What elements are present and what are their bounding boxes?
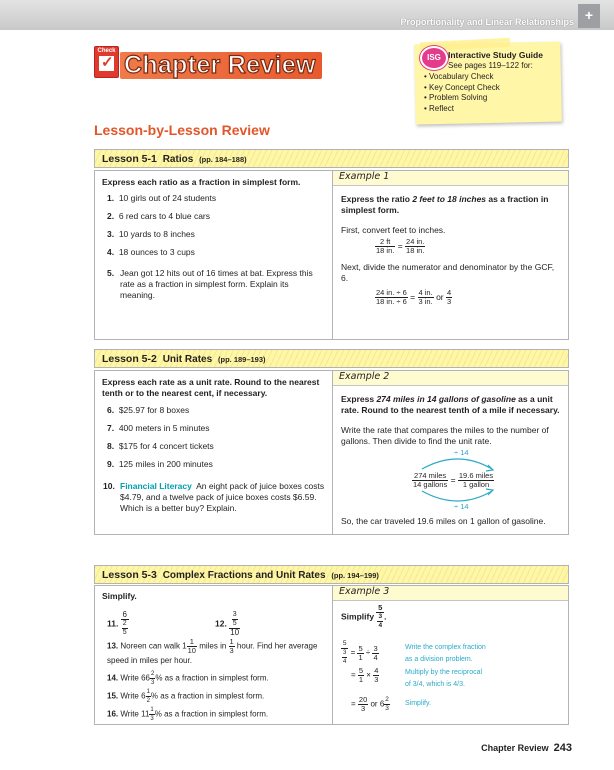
exercise-item: 13. Noreen can walk 1 $\frac{1}{10}$ miles in $\frac{1}{3}$ hour. Find her average speed in miles per hour. (107, 637, 318, 665)
exercise-item: 4. 18 ounces to 3 cups (107, 247, 195, 257)
exercise-item: 10. Financial Literacy An eight pack of juice boxes costs $4.79, and a twelve pack of juice boxes costs $6.59. Which is a better buy? Explain. (103, 481, 325, 513)
exercise-item: 7. 400 meters in 5 minutes (107, 423, 210, 433)
example-conclusion: So, the car traveled 19.6 miles on 1 gallon of gasoline. (341, 516, 546, 526)
exercise-item: 11. $\frac{6}{\frac{2}{5}}$ (107, 610, 127, 636)
instruction: Express each rate as a unit rate. Round to the nearest tenth or to the nearest cent, if necessary. (102, 377, 320, 398)
lesson-name: Ratios (162, 154, 194, 165)
example-step: Next, divide the numerator and denominator by the GCF, 6. (341, 262, 555, 283)
lesson-number: Lesson 5-3 (102, 569, 157, 581)
instruction: Simplify. (102, 591, 137, 601)
example-equation: $\frac{\text{274 miles}}{\text{14 gallons}}$ = $\frac{\text{19.6 miles}}{\text{1 gallon}}$ (413, 471, 494, 489)
isg-icon: ISG (420, 46, 448, 70)
example-note-2: Multiply by the reciprocal of 3/4, which is 4/3. (405, 669, 483, 688)
study-guide-item: Vocabulary Check (429, 72, 494, 81)
example-equation: $\frac{24 in. \div 6}{18 in. \div 6}$ = $\frac{4 in.}{3 in.}$ or $\frac{4}{3}$ (376, 288, 452, 306)
example-label: Example 1 (339, 171, 390, 182)
lesson-pages: (pp. 189–193) (218, 355, 266, 364)
exercise-item: 8. $175 for 4 concert tickets (107, 441, 214, 451)
exercise-item: 15. Write 6 $\frac{1}{2}$ % as a fraction in simplest form. (107, 689, 265, 704)
exercise-item: 16. Write 11 $\frac{1}{3}$ % as a fraction in simplest form. (107, 707, 269, 722)
exercise-item: 6. $25.97 for 8 boxes (107, 405, 190, 415)
check-icon: Check ✓ (94, 46, 119, 78)
exercise-item: 5. Jean got 12 hits out of 16 times at bat. Express this rate as a fraction in simplest form. Explain its meaning. (107, 268, 313, 300)
example-problem: Simplify $\frac{5}{\frac{3}{4}}$ . (341, 603, 387, 629)
lesson-number: Lesson 5-2 (102, 353, 157, 365)
study-guide-title: Interactive Study Guide (448, 50, 543, 60)
study-guide-item: Key Concept Check (429, 82, 500, 92)
example-step: First, convert feet to inches. (341, 225, 446, 235)
footer-label: Chapter Review (481, 743, 549, 753)
divide-label-bottom: ÷ 14 (454, 502, 469, 511)
instruction: Express each ratio as a fraction in simplest form. (102, 177, 301, 187)
exercise-item: 1. 10 girls out of 24 students (107, 193, 217, 203)
lesson-pages: (pp. 184–188) (199, 155, 247, 164)
example-answer: = $\frac{20}{3}$ or 6 $\frac{2}{3}$ (351, 695, 389, 713)
lesson-name: Unit Rates (162, 354, 213, 365)
section-heading: Lesson-by-Lesson Review (94, 122, 270, 138)
lesson-5-2-header (94, 349, 569, 368)
study-guide-list: • Vocabulary Check • Key Concept Check • Problem Solving • Reflect (424, 72, 500, 113)
exercise-item: 14. Write 66 $\frac{2}{3}$ % as a fraction in simplest form. (107, 671, 269, 686)
lesson-5-1-header (94, 149, 569, 168)
page-title: Chapter Review (124, 51, 316, 79)
example-problem: Express 274 miles in 14 gallons of gasoline as a unit rate. Round to the nearest tenth of a mile if necessary. (341, 394, 560, 415)
study-guide-item: Problem Solving (429, 93, 488, 102)
panel-divider (332, 585, 333, 725)
example-note-1: Write the complex fraction as a division problem. (405, 644, 486, 663)
exercise-item: 9. 125 miles in 200 minutes (107, 459, 213, 469)
example-label: Example 2 (339, 371, 390, 382)
lesson-number: Lesson 5-1 (102, 153, 157, 165)
exercise-item: 12. $\frac{\frac{3}{5}}{10}$ (215, 611, 240, 637)
financial-literacy-label: Financial Literacy (120, 481, 192, 491)
page-number: 243 (553, 742, 572, 754)
exercise-item: 2. 6 red cars to 4 blue cars (107, 211, 211, 221)
example-step: Write the rate that compares the miles to the number of gallons. Then divide to find the unit rate. (341, 425, 549, 446)
example-equation: $\frac{5}{\frac{3}{4}}$ = $\frac{5}{1}$ ÷ $\frac{3}{4}$ (342, 640, 378, 665)
check-icon-label: Check (97, 48, 116, 54)
study-guide-sub: See pages 119–122 for: (448, 61, 533, 70)
study-guide-item: Reflect (429, 103, 454, 113)
example-note-3: Simplify. (405, 700, 431, 707)
plus-icon[interactable]: + (578, 4, 600, 28)
chapter-banner-text: Proportionality and Linear Relationships (400, 17, 574, 27)
example-problem: Express the ratio 2 feet to 18 inches as a fraction in simplest form. (341, 194, 549, 215)
page-footer (481, 742, 572, 754)
example-label: Example 3 (339, 586, 390, 597)
example-equation: $\frac{2 ft}{18 in.}$ = $\frac{24 in.}{18 in.}$ (376, 237, 425, 255)
lesson-name: Complex Fractions and Unit Rates (162, 570, 326, 581)
exercise-item: 3. 10 yards to 8 inches (107, 229, 195, 239)
lesson-pages: (pp. 194–199) (331, 571, 379, 580)
lesson-5-3-header (94, 565, 569, 584)
divide-label-top: ÷ 14 (454, 448, 469, 457)
panel-divider (332, 370, 333, 535)
panel-divider (332, 170, 333, 340)
example-equation: = $\frac{5}{1}$ × $\frac{4}{3}$ (351, 666, 379, 684)
